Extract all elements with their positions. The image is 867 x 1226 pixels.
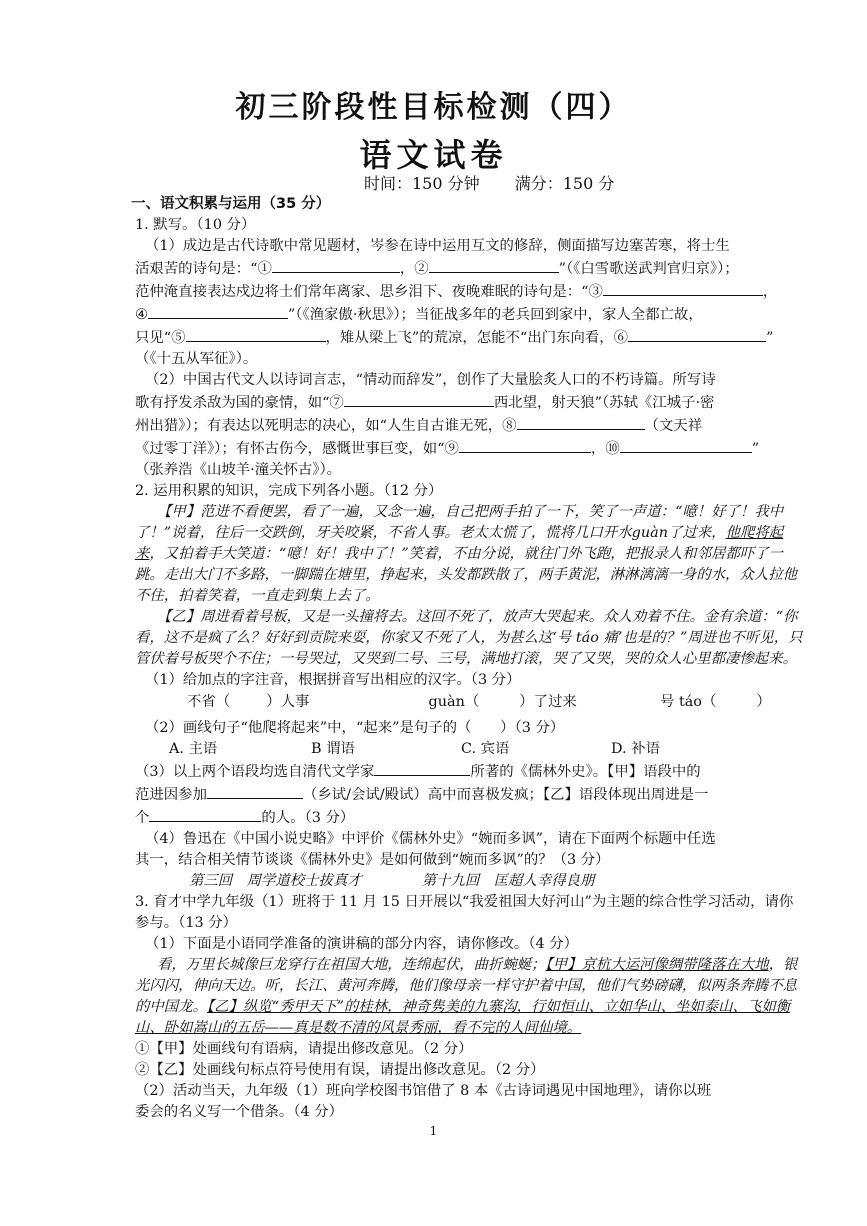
answer-blank-1[interactable] [272, 257, 400, 273]
underlined-sentence-yi: 【乙】纵览“秀甲天下”的桂林，神奇隽美的九寨沟，行如恒山、立如华山、坐如泰山、飞如衡山、卧如嵩山的五岳——真是数不清的风景秀丽，看不完的人间仙境。 [135, 999, 791, 1036]
q1-part1-line5 [135, 326, 807, 349]
option-b[interactable]: B 谓语 [311, 741, 355, 757]
underlined-sentence: 他爬将起来 [135, 525, 784, 562]
page-number: 1 [429, 1124, 438, 1138]
q1-text: 州出猎》）；有表达以死明志的决心，如“人生自古谁无死，⑧ [135, 418, 517, 434]
answer-blank-7[interactable] [344, 391, 494, 407]
chapter-title-19[interactable]: 第十九回 匡超人幸得良朋 [421, 873, 595, 889]
option-c[interactable]: C. 宾语 [461, 741, 510, 757]
q2-sub4-line1: （4）鲁迅在《中国小说史略》中评价《儒林外史》“婉而多讽”，请在下面两个标题中任选 [145, 831, 716, 847]
q1-text: ”（《渔家傲·秋思》）；当征战多年的老兵回到家中，家人全都亡故， [287, 307, 703, 323]
q2-sub1-items [135, 691, 807, 713]
q2-sub4-titles [135, 871, 807, 892]
section-heading: 一、语文积累与运用（35 分） [131, 196, 331, 212]
passage-text: 看，万里长城像巨龙穿行在祖国大地，连绵起伏，曲折蜿蜒； [157, 957, 546, 973]
underlined-sentence-jia: 【甲】京杭大运河像绸带隆落在大地 [545, 957, 769, 973]
q2-text: （3）以上两个语段均选自清代文学家 [135, 764, 375, 780]
q2-sub3-line3 [135, 806, 807, 829]
q1-text: ④ [135, 307, 148, 323]
q2-sub2-options [135, 739, 807, 760]
q2-sub3-line1 [135, 760, 807, 783]
q2-sub4-line2: 其一，结合相关情节谈谈《儒林外史》是如何做到“婉而多讽”的？（3 分） [135, 852, 610, 868]
q1-part2-line1: （2）中国古代文人以诗词言志，“情动而辞发”，创作了大量脍炙人口的不朽诗篇。所写诗 [145, 372, 716, 388]
chapter-title-3[interactable]: 第三回 周学道校士拔真才 [189, 873, 362, 889]
item-text: guàn（ [428, 694, 480, 710]
full-score: 满分：150 分 [514, 174, 615, 193]
q1-part1-line3 [135, 280, 807, 303]
answer-blank-10[interactable] [620, 437, 752, 453]
answer-blank-exam[interactable] [207, 783, 303, 799]
exam-meta [364, 171, 644, 194]
q3-speech-passage [135, 955, 807, 1039]
q2-text: 个 [135, 810, 150, 826]
option-d[interactable]: D. 补语 [611, 741, 660, 757]
q1-part1-line2 [135, 257, 807, 280]
q2-passage-jia [135, 502, 807, 607]
time-limit: 时间：150 分钟 [364, 174, 480, 193]
answer-blank-2[interactable] [429, 257, 559, 273]
q1-part2-line5: （张养浩《山坡羊·潼关怀古》）。 [135, 462, 342, 478]
q3-heading: 3. 育才中学九年级（1）班将于 11 月 15 日开展以“我爱祖国大好河山”为主题的综合性学习活动，请你参与。（13 分） [135, 894, 794, 931]
q3-sub2-line1: （2）活动当天，九年级（1）班向学校图书馆借了 8 本《古诗词遇见中国地理》，请你以班 [135, 1083, 712, 1099]
passage-text: ，又拍着手大笑道：“噫！好！我中了！”笑着，不由分说，就往门外飞跑，把报录人和邻居都吓了一跳。走出大门不多路，一脚踹在塘里，挣起来，头发都跌散了，两手黄泥，淋淋漓漓一身的水，众人拉他不住，拍着笑着，一直走到集上去了。 [135, 546, 797, 604]
q1-text: 只见“⑤ [135, 330, 186, 346]
answer-blank-3[interactable] [603, 280, 763, 296]
answer-blank-trait[interactable] [149, 806, 261, 822]
q2-text: （乡试/会试/殿试）高中而喜极发疯；【乙】语段体现出周进是一 [302, 787, 709, 803]
item-text: ） [756, 694, 771, 710]
q1-text: 《过零丁洋》）；有怀古伤今，感慨世事巨变，如“⑨ [135, 441, 459, 457]
answer-blank-char[interactable] [716, 691, 756, 706]
q2-sub2: （2）画线句子“他爬将起来”中，“起来”是句子的（ ）（3 分） [145, 720, 565, 736]
q1-text: ，雉从梁上飞”的荒凉，怎能不“出门东向看，⑥ [325, 330, 629, 346]
q2-heading: 2. 运用积累的知识，完成下列各小题。（12 分） [135, 483, 443, 499]
passage-text: ，银光闪闪，伸向天边。听，长江、黄河奔腾，他们像母亲一样守护着中国，他们气势磅礴，似两条奔腾不息的中国龙。 [135, 957, 798, 1015]
q1-text: 西北望，射天狼”（苏轼《江城子·密 [493, 395, 715, 411]
q1-part2-line2 [135, 391, 807, 414]
q3-sub1-task1: ①【甲】处画线句有语病，请提出修改意见。（2 分） [135, 1041, 473, 1057]
q2-text: 的人。（3 分） [261, 810, 355, 826]
q1-text: 歌有抒发杀敌为国的豪情，如“⑦ [135, 395, 344, 411]
q3-sub1-task2: ②【乙】处画线句标点符号使用有误，请提出修改意见。（2 分） [135, 1062, 545, 1078]
q1-text: ” [751, 441, 760, 457]
q1-part1-line1: （1）成边是古代诗歌中常见题材，岑参在诗中运用互文的修辞，侧面描写边塞苦寒，将士生 [145, 238, 730, 254]
answer-blank-author[interactable] [374, 760, 470, 776]
answer-blank-9[interactable] [459, 437, 591, 453]
q3-sub2-line2: 委会的名义写一个借条。（4 分） [135, 1104, 343, 1120]
q2-text: 范进因参加 [135, 787, 207, 803]
answer-blank-pinyin[interactable] [230, 691, 266, 706]
answer-blank-char[interactable] [479, 691, 519, 706]
q1-part1-line6: （《十五从军征》）。 [135, 351, 258, 367]
q1-text: （文天祥 [644, 418, 703, 434]
exam-subtitle: 语文试卷 [359, 136, 508, 174]
answer-blank-4[interactable] [148, 303, 288, 319]
passage-text: 【甲】范进不看便罢，看了一遍，又念一遍，自己把两手拍了一下，笑了一声道：“噫！好了！我中了！”说着，往后一交跌倒，牙关咬紧，不省人事。老太太慌了，慌将几口开水guàn了过来， [135, 504, 784, 541]
q3-sub1: （1）下面是小语同学准备的演讲稿的部分内容，请你修改。（4 分） [145, 936, 579, 952]
q1-text: ，⑩ [590, 441, 620, 457]
q1-part2-line3 [135, 414, 807, 437]
q1-text: ， [762, 284, 778, 300]
q1-text: ，② [399, 261, 429, 277]
exam-body [131, 194, 807, 1123]
item-text: 号 táo（ [659, 694, 717, 710]
q1-text: ” [766, 330, 774, 346]
answer-blank-6[interactable] [628, 326, 766, 342]
item-text: 不省（ [187, 694, 231, 710]
q2-passage-yi: 【乙】周进看着号板，又是一头撞将去。这回不死了，放声大哭起来。众人劝着不住。金有余道：“你看，这不是疯了么？好好到贡院来耍，你家又不死了人，为甚么这‘号 táo 痛’也是的？”周进也不听见，只管伏着号板哭个不住；一号哭过，又哭到二号、三号，满地打滚，哭了又哭，哭的众人心里都凄惨起来。 [135, 609, 803, 667]
q2-sub3-line2 [135, 783, 807, 806]
q2-sub1: （1）给加点的字注音，根据拼音写出相应的汉字。（3 分） [145, 672, 521, 688]
answer-blank-5[interactable] [186, 326, 326, 342]
q1-heading: 1. 默写。（10 分） [135, 217, 256, 233]
option-a[interactable]: A. 主语 [169, 741, 218, 757]
item-text: ）了过来 [519, 694, 577, 710]
q1-part1-line4 [135, 303, 807, 326]
q1-part2-line4 [135, 437, 807, 460]
q1-text: ”（《白雪歌送武判官归京》）； [558, 261, 739, 277]
item-text: ）人事 [266, 694, 310, 710]
q1-text: 活艰苦的诗句是：“① [135, 261, 272, 277]
q1-text: 范仲淹直接表达戍边将士们常年离家、思乡泪下、夜晚难眠的诗句是：“③ [135, 284, 603, 300]
q2-text: 所著的《儒林外史》。【甲】语段中的 [470, 764, 701, 780]
exam-title: 初三阶段性目标检测（四） [235, 90, 632, 125]
answer-blank-8[interactable] [517, 414, 645, 430]
